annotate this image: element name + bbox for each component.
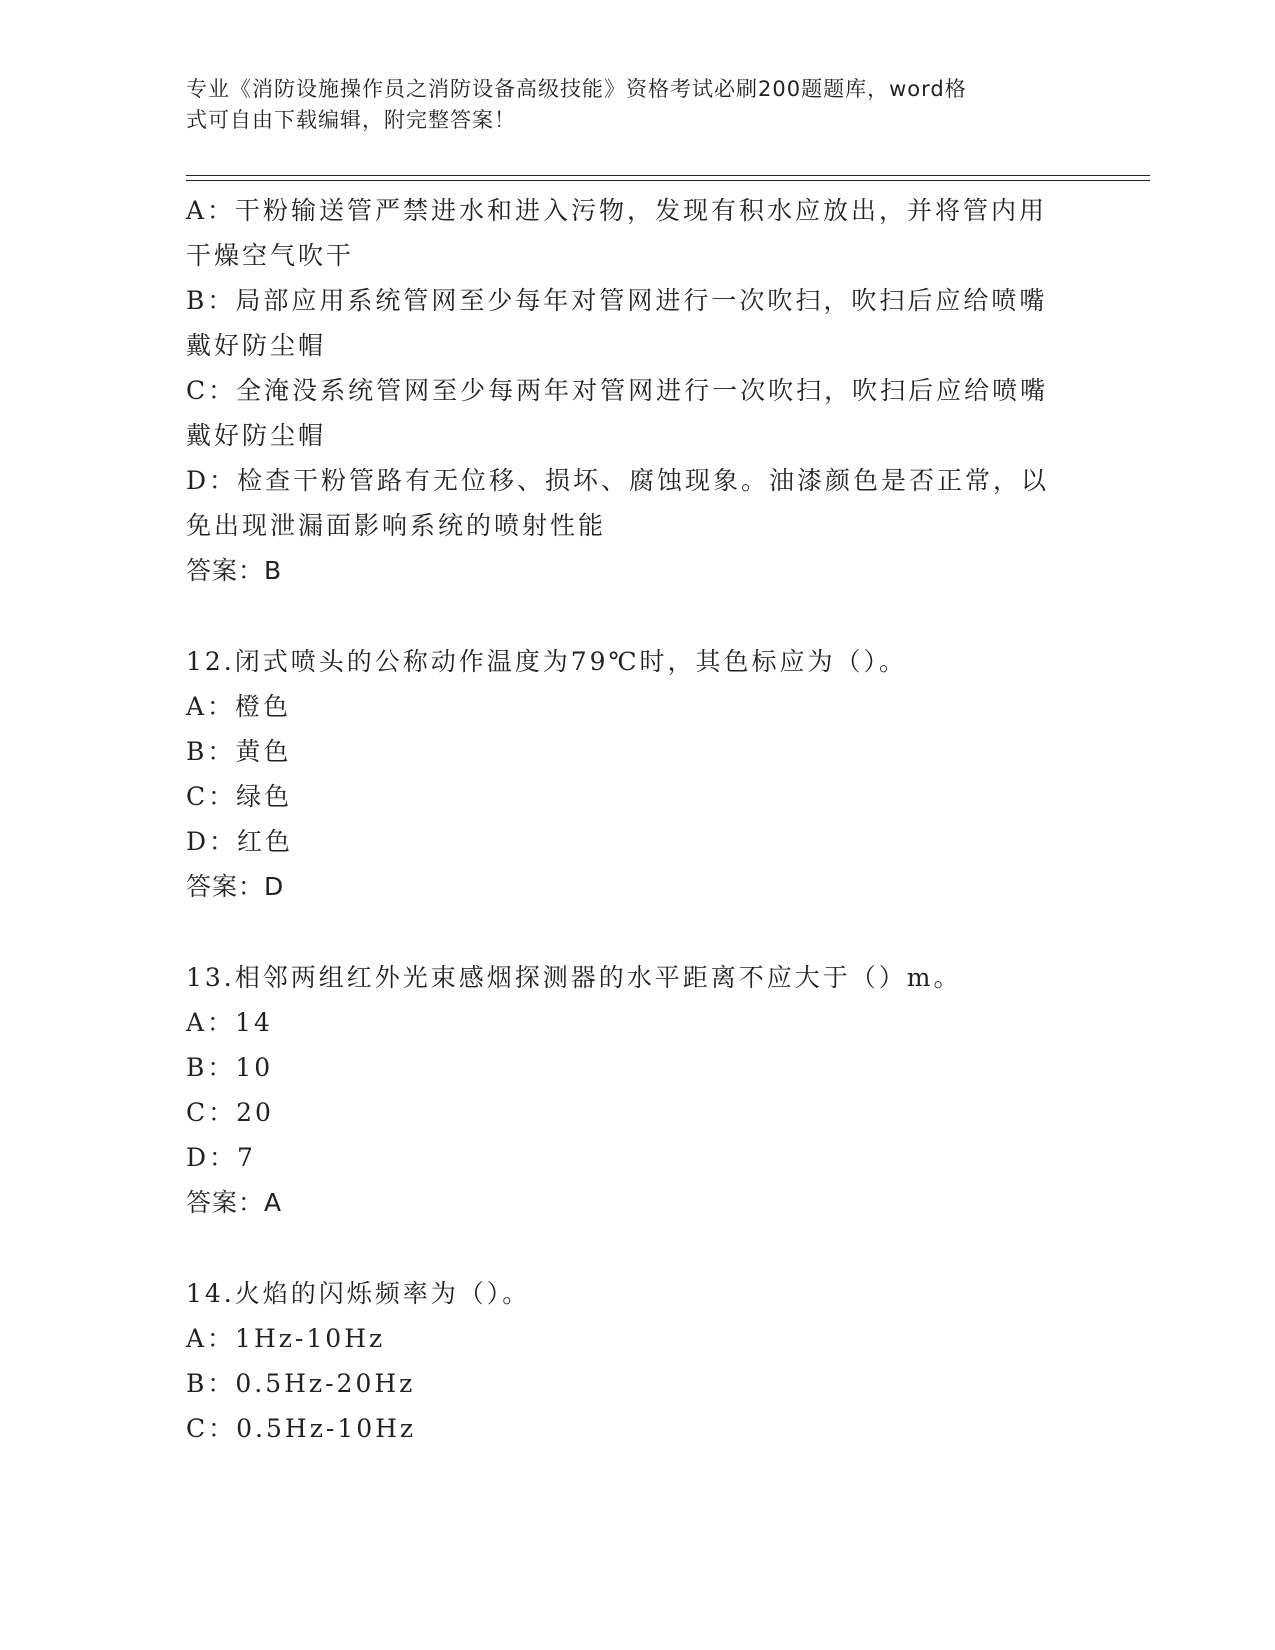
question-13-block xyxy=(186,955,1086,1225)
option-a: A：14 xyxy=(186,1008,273,1037)
header-line-1: 专业《消防设施操作员之消防设备高级技能》资格考试必刷200题题库，word格 xyxy=(186,77,967,101)
option-b-line-1: B：局部应用系统管网至少每年对管网进行一次吹扫，吹扫后应给喷嘴 xyxy=(186,286,1048,315)
option-a-line-1: A：干粉输送管严禁进水和进入污物，发现有积水应放出，并将管内用 xyxy=(186,196,1048,225)
question-stem: 13.相邻两组红外光束感烟探测器的水平距离不应大于（）m。 xyxy=(186,963,962,992)
option-c: C：0.5Hz-10Hz xyxy=(186,1414,417,1443)
question-stem: 12.闭式喷头的公称动作温度为79℃时，其色标应为（）。 xyxy=(186,647,908,676)
question-content xyxy=(186,188,1086,1451)
option-a: A：1Hz-10Hz xyxy=(186,1324,386,1353)
option-c: C：20 xyxy=(186,1098,274,1127)
question-14-block xyxy=(186,1271,1086,1451)
option-d-line-1: D：检查干粉管路有无位移、损坏、腐蚀现象。油漆颜色是否正常，以 xyxy=(186,466,1050,495)
answer-label: 答案：B xyxy=(186,556,283,585)
answer-label: 答案：A xyxy=(186,1188,283,1217)
document-header xyxy=(186,74,1066,136)
option-a-line-2: 干燥空气吹干 xyxy=(186,241,355,270)
option-c-line-1: C：全淹没系统管网至少每两年对管网进行一次吹扫，吹扫后应给喷嘴 xyxy=(186,376,1049,405)
question-12-block xyxy=(186,639,1086,909)
option-b-line-2: 戴好防尘帽 xyxy=(186,331,327,360)
option-d: D：红色 xyxy=(186,827,294,856)
option-d: D：7 xyxy=(186,1143,256,1172)
option-b: B：0.5Hz-20Hz xyxy=(186,1369,416,1398)
question-stem: 14.火焰的闪烁频率为（）。 xyxy=(186,1279,531,1308)
option-c: C：绿色 xyxy=(186,782,293,811)
header-divider-bottom xyxy=(186,180,1150,181)
option-d-line-2: 免出现泄漏面影响系统的喷射性能 xyxy=(186,511,607,540)
option-a: A：橙色 xyxy=(186,692,292,721)
option-c-line-2: 戴好防尘帽 xyxy=(186,421,327,450)
answer-label: 答案：D xyxy=(186,872,285,901)
option-b: B：10 xyxy=(186,1053,274,1082)
header-divider-top xyxy=(186,175,1150,176)
header-line-2: 式可自由下载编辑，附完整答案！ xyxy=(186,108,516,132)
option-b: B：黄色 xyxy=(186,737,292,766)
prev-question-block xyxy=(186,188,1086,593)
